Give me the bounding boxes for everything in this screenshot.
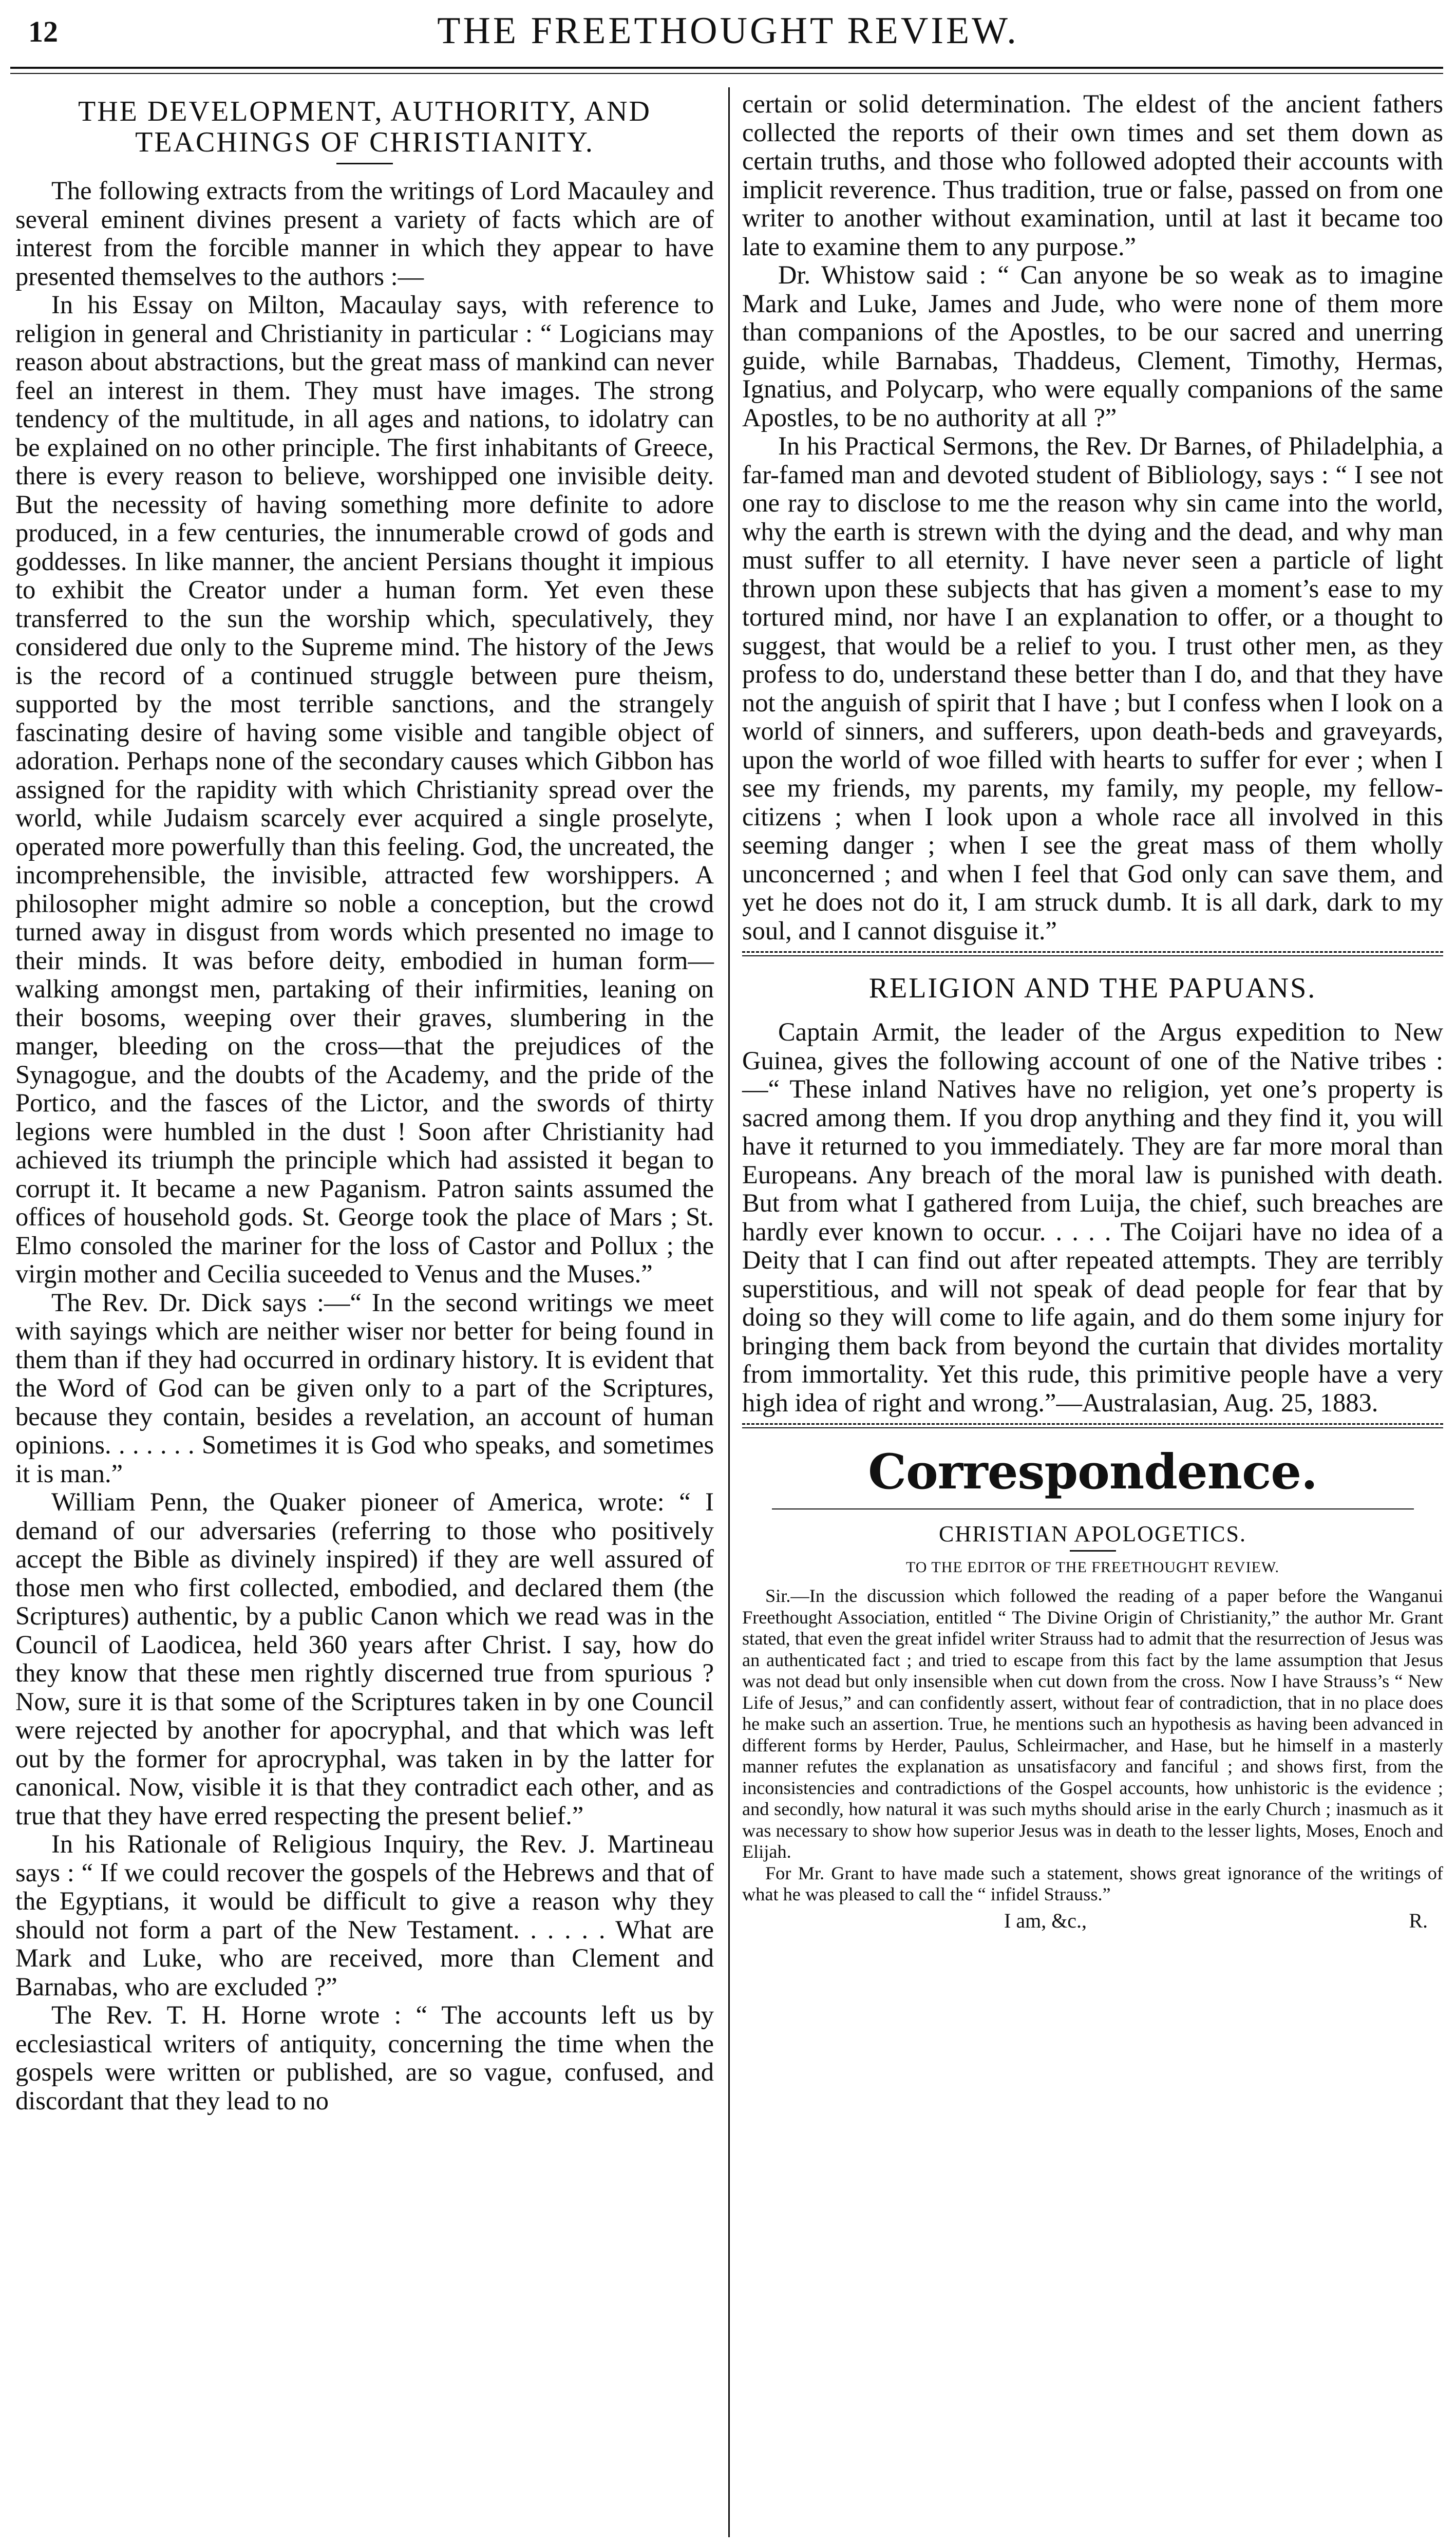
paragraph: The following extracts from the writings of Lord Macauley and several eminent divines present a variety of facts which are of interest from the forcible manner in which they appear to have presented themselves to the authors :—	[15, 176, 714, 291]
paragraph: The Rev. Dr. Dick says :—“ In the second writings we meet with sayings which are neither wiser nor better for being found in them than if they had occurred in ordinary history. It is evident that the Word of God can be given only to a part of the Scriptures, because they contain, besides a revelation, an account of human opinions. . . . . . . Sometimes it is God who speaks, and sometimes it is man.”	[15, 1288, 714, 1488]
paragraph: The Rev. T. H. Horne wrote : “ The accounts left us by ecclesiastical writers of antiquity, concerning the time when the gospels were written or published, are so vague, confused, and discordant that they lead to no	[15, 2000, 714, 2115]
letter-title-rule	[1070, 1550, 1116, 1552]
paragraph-continued: certain or solid determination. The eldest of the ancient fathers collected the reports of their own times and set them down as certain truths, and those who followed adopted their accounts with implicit reverence. Thus tradition, true or false, passed on from one writer to another without examination, until at last it became too late to examine them to any purpose.”	[742, 89, 1443, 261]
paragraph: In his Rationale of Religious Inquiry, the Rev. J. Martineau says : “ If we could recover the gospels of the Hebrews and that of the Egyptians, it would be difficult to give a reason why they should not form a part of the New Testament. . . . . . What are Mark and Luke, who are received, more than Clement and Barnabas, who are excluded ?”	[15, 1829, 714, 2001]
letter-body	[742, 1586, 1443, 1905]
letter-closing: I am, &c.,	[1004, 1909, 1087, 1932]
letter-addressee: TO THE EDITOR OF THE FREETHOUGHT REVIEW.	[906, 1559, 1279, 1576]
page-number: 12	[28, 15, 58, 48]
right-column	[742, 90, 1443, 1935]
article-title	[15, 96, 714, 158]
article-body-right	[742, 90, 1443, 945]
letter-signoff	[742, 1908, 1443, 1935]
section-separator	[742, 1423, 1443, 1428]
column-divider	[728, 87, 730, 2537]
letter-title: CHRISTIAN APOLOGETICS.	[939, 1521, 1246, 1546]
papuans-article-title: RELIGION AND THE PAPUANS.	[868, 972, 1317, 1004]
article-body-left	[15, 177, 714, 2115]
letter-paragraph: Sir.—In the discussion which followed the reading of a paper before the Wanganui Freethought Association, entitled “ The Divine Origin of Christianity,” the author Mr. Grant stated, that even the great infidel writer Strauss had to admit that the resurrection of Jesus was an authenticated fact ; and tried to escape from this fact by the lame assumption that Jesus was not dead but only insensible when cut down from the cross. Now I have Strauss’s “ New Life of Jesus,” and can confidently assert, without fear of contradiction, that in no place does he make such an assertion. True, he mentions such an hypothesis as having been advanced in different forms by Herder, Paulus, Schleirmacher, and Hase, but he himself in a masterly manner refutes the explanation as unsatisfacory and fanciful ; and shows first, from the inconsistencies and contradictions of the Gospel accounts, how unhistoric is the evidence ; and secondly, how natural it was such myths should arise in the early Church ; inasmuch as it was necessary to show how superior Jesus was in death to the lesser lights, Moses, Enoch and Elijah.	[742, 1586, 1443, 1862]
paragraph: Captain Armit, the leader of the Argus expedition to New Guinea, gives the following account of one of the Native tribes :—“ These inland Natives have no religion, yet one’s property is sacred among them. If you drop anything and they find it, you will have it returned to you immediately. They are far more moral than Europeans. Any breach of the moral law is punished with death. But from what I gathered from Luija, the chief, such breaches are hardly ever known to occur. . . . . The Coijari have no idea of a Deity that I can find out after repeated attempts. They are terribly superstitious, and will not speak of dead people for fear that by doing so they will come to life again, and do them some injury for bringing them back from beyond the curtain that divides mortality from immortality. Yet this rude, this primitive people have a very high idea of right and wrong.”—Australasian, Aug. 25, 1883.	[742, 1017, 1443, 1417]
separator-dashed-rule	[742, 1423, 1443, 1425]
article-title-line-1: THE DEVELOPMENT, AUTHORITY, AND	[78, 96, 651, 127]
header-rule-thick	[10, 67, 1443, 69]
separator-dashed-rule	[742, 951, 1443, 953]
paragraph: In his Essay on Milton, Macaulay says, with reference to religion in general and Christianity in particular : “ Logicians may reason about abstractions, but the great mass of mankind can never feel an interest in them. They must have images. The strong tendency of the multitude, in all ages and nations, to idolatry can be explained on no other principle. The first inhabitants of Greece, there is every reason to believe, worshipped one invisible deity. But the necessity of having something more definite to adore produced, in a few centuries, the innumerable crowd of gods and goddesses. In like manner, the ancient Persians thought it impious to exhibit the Creator under a human form. Yet even these transferred to the sun the worship which, speculatively, they considered due only to the Supreme mind. The history of the Jews is the record of a continued struggle between pure theism, supported by the most terrible sanctions, and the strangely fascinating desire of having some visible and tangible object of adoration. Perhaps none of the secondary causes which Gibbon has assigned for the rapidity with which Christianity spread over the world, while Judaism scarcely ever acquired a single proselyte, operated more powerfully than this feeling. God, the uncreated, the incomprehensible, the invisible, attracted few worshippers. A philosopher might admire so noble a conception, but the crowd turned away in disgust from words which presented no image to their minds. It was before deity, embodied in human form—walking amongst men, partaking of their infirmities, leaning on their bosoms, weeping over their graves, slumbering in the manger, bleeding on the cross—that the prejudices of the Synagogue, and the doubts of the Academy, and the pride of the Portico, and the fasces of the Lictor, and the swords of thirty legions were humbled in the dust ! Soon after Christianity had achieved its triumph the principle which had assisted it began to corrupt it. It became a new Paganism. Patron saints assumed the offices of household gods. St. George took the place of Mars ; St. Elmo consoled the mariner for the loss of Castor and Pollux ; the virgin mother and Cecilia suceeded to Venus and the Muses.”	[15, 290, 714, 1288]
article-title-line-2: TEACHINGS OF CHRISTIANITY.	[135, 126, 594, 158]
left-column	[15, 90, 714, 2115]
paragraph: William Penn, the Quaker pioneer of America, wrote: “ I demand of our adversaries (referring to those who positively accept the Bible as divinely inspired) if they are well assured of those men who first collected, embodied, and declared them (the Scriptures) authentic, by a public Canon which we read was in the Council of Laodicea, held 360 years after Christ. I say, how do they know that these men rightly discerned true from spurious ? Now, sure it is that some of the Scriptures taken in by one Council were rejected by another for apocryphal, and that which was left out by the former for aprocryphal, was taken in by the latter for canonical. Now, visible it is that they contradict each other, and as true that they have erred respecting the present belief.”	[15, 1487, 714, 1830]
paragraph: In his Practical Sermons, the Rev. Dr Barnes, of Philadelphia, a far-famed man and devoted student of Bibliology, says : “ I see not one ray to disclose to me the reason why sin came into the world, why the earth is strewn with the dying and the dead, and why man must suffer to all eternity. I have never seen a particle of light thrown upon these subjects that has given a moment’s ease to my tortured mind, nor have I an explanation to offer, or a thought to suggest, that would be a relief to you. I trust other men, as they profess to do, understand these better than I do, and that they have not the anguish of spirit that I have ; but I confess when I look on a world of sinners, and sufferers, upon death-beds and graveyards, upon the world of woe filled with hearts to suffer for ever ; when I see my friends, my parents, my family, my people, my fellow-citizens ; when I look upon a whole race all involved in this seeming danger ; when I see the great mass of them wholly unconcerned ; and when I feel that God only can save them, and yet he does not do it, I am struck dumb. It is all dark, dark to my soul, and I cannot disguise it.”	[742, 431, 1443, 945]
publication-title: THE FREETHOUGHT REVIEW.	[437, 10, 1019, 52]
letter-signature-initial: R.	[1409, 1909, 1428, 1932]
section-separator	[742, 951, 1443, 956]
letter-paragraph: For Mr. Grant to have made such a statement, shows great ignorance of the writings of what he was pleased to call the “ infidel Strauss.”	[742, 1862, 1443, 1904]
paragraph: Dr. Whistow said : “ Can anyone be so weak as to imagine Mark and Luke, James and Jude, who were none of them more than companions of the Apostles, to be our sacred and unerring guide, while Barnabas, Thaddeus, Clement, Timothy, Hermas, Ignatius, and Polycarp, who were equally companions of the same Apostles, to be no authority at all ?”	[742, 260, 1443, 432]
correspondence-rule	[772, 1508, 1414, 1509]
correspondence-heading: Correspondence.	[868, 1444, 1317, 1500]
header-rule-thin	[10, 73, 1443, 74]
papuans-article-body	[742, 1018, 1443, 1417]
separator-solid-rule	[742, 1427, 1443, 1428]
title-rule	[336, 163, 393, 164]
separator-solid-rule	[742, 955, 1443, 956]
